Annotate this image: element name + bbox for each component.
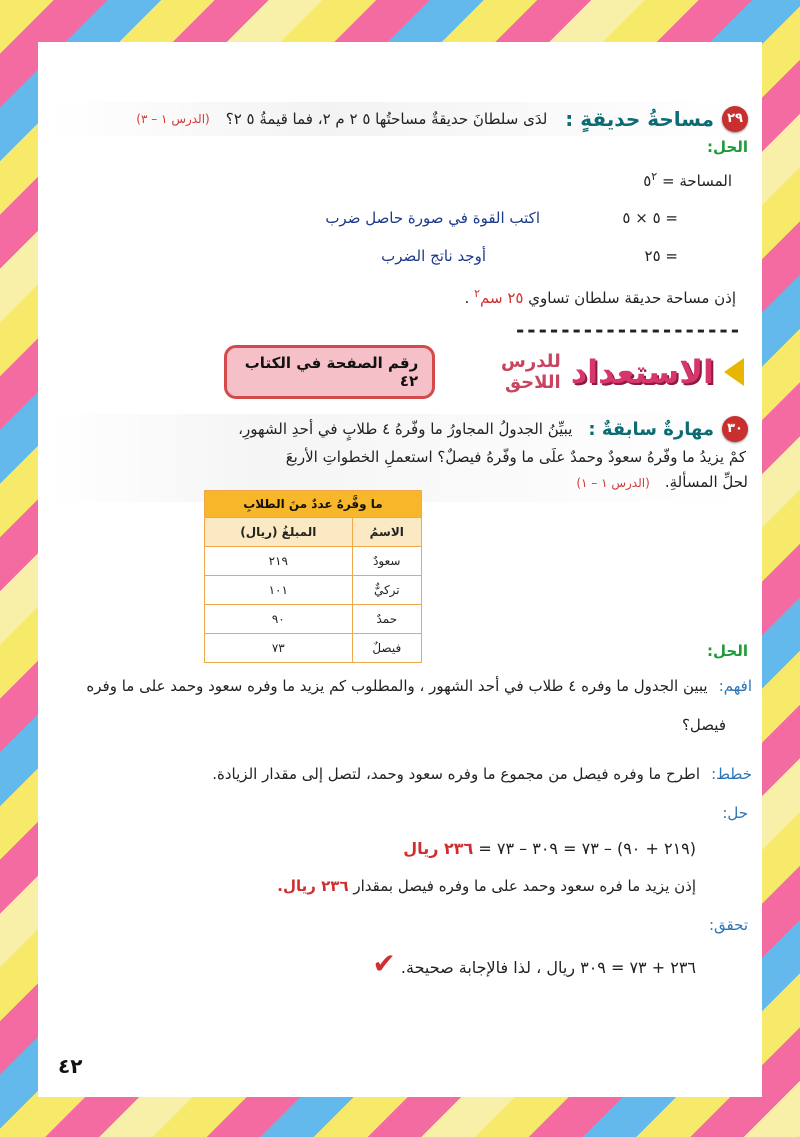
prep-subtitle: للدرس اللاحق (501, 351, 561, 393)
check-label: تحقق: (708, 916, 748, 934)
plan-label: خطط: (711, 765, 752, 783)
understand-step (52, 676, 752, 695)
check-text: ٢٣٦ + ٧٣ = ٣٠٩ ريال ، لذا فالإجابة صحيحة. (400, 958, 696, 977)
table-cell-amount: ١٠١ (205, 576, 353, 605)
q29-conclusion-exponent: ٢ (474, 287, 481, 300)
q30-block (48, 414, 748, 502)
table-row (205, 547, 422, 576)
q30-text-line1: يبيِّنُ الجدولُ المجاورُ ما وفّرهُ ٤ طلابٍ في أحدِ الشهورِ، (238, 420, 573, 438)
solve-conclusion-value: ٢٣٦ ريال. (277, 877, 349, 895)
q30-line3 (48, 472, 748, 491)
q29-step2-expr: = ٢٥ (644, 247, 678, 265)
table-cell-amount: ٧٣ (205, 634, 353, 663)
table-row (205, 605, 422, 634)
table-header-name: الاسمُ (352, 518, 421, 547)
solve-conclusion (277, 877, 696, 895)
q29-area-line (643, 170, 732, 190)
prep-banner (224, 348, 744, 396)
table-row (205, 634, 422, 663)
prep-title: الاستعداد (570, 353, 714, 391)
q29-conclusion-value: ٢٥ سم (480, 289, 524, 307)
q30-title: مهارةٌ سابقةٌ : (588, 418, 714, 440)
understand-label: افهم: (718, 677, 752, 695)
q29-step1-expr: = ٥ × ٥ (622, 209, 678, 227)
q30-text-line3: لحلِّ المسألةِ. (664, 473, 748, 491)
q29-title: مساحةُ حديقةٍ : (565, 107, 714, 131)
table-cell-name: تركيٌّ (352, 576, 421, 605)
separator-dashes: -------------------- (515, 318, 742, 342)
table-cell-name: حمدٌ (352, 605, 421, 634)
worksheet-page (38, 42, 762, 1097)
solve-expression (403, 839, 696, 858)
plan-step (52, 764, 752, 783)
page-reference-badge: رقم الصفحة في الكتاب ٤٢ (224, 345, 435, 399)
q29-solution-label: الحل: (707, 138, 748, 156)
solve-conclusion-text: إذن يزيد ما فره سعود وحمد على ما وفره فيصل بمقدار (353, 877, 696, 895)
table-cell-name: فيصلٌ (352, 634, 421, 663)
understand-text-continued: فيصل؟ (681, 716, 726, 734)
q29-header (48, 102, 748, 136)
solve-result: ٢٣٦ ريال (403, 839, 474, 858)
q29-area-text: المساحة = ٥ (643, 172, 732, 190)
q29-area-exponent: ٢ (651, 170, 658, 183)
table-row (205, 576, 422, 605)
solve-expr: (٢١٩ + ٩٠) – ٧٣ = ٣٠٩ – ٧٣ = (478, 839, 696, 858)
q29-number-badge: ٢٩ (722, 106, 748, 132)
q29-lesson-ref: (الدرس ١ – ٣) (136, 112, 210, 126)
savings-table (204, 490, 422, 663)
q29-step2-note: أوجد ناتج الضرب (381, 247, 486, 265)
plan-text: اطرح ما وفره فيصل من مجموع ما وفره سعود وحمد، لتصل إلى مقدار الزيادة. (212, 765, 701, 783)
q30-line1 (48, 414, 748, 444)
q30-lesson-ref: (الدرس ١ – ١) (576, 476, 650, 490)
table-cell-amount: ٩٠ (205, 605, 353, 634)
q29-conclusion-end: . (464, 289, 470, 307)
table-cell-name: سعودٌ (352, 547, 421, 576)
solve-label: حل: (722, 804, 748, 822)
q30-text-line2: كمْ يزيدُ ما وفّرهُ سعودٌ وحمدٌ علَى ما وفّرهُ فيصلٌ؟ استعملِ الخطواتِ الأربعَ (285, 448, 746, 466)
table-header-amount: المبلغُ (ريال) (205, 518, 353, 547)
q30-number-badge: ٣٠ (722, 416, 748, 442)
q29-conclusion-text: إذن مساحة حديقة سلطان تساوي (528, 289, 736, 307)
q29-step1-note: اكتب القوة في صورة حاصل ضرب (325, 209, 540, 227)
q29-conclusion (465, 287, 736, 307)
q30-solution-label: الحل: (707, 642, 748, 660)
prep-arrow-icon (724, 358, 744, 386)
q29-question-text: لدَى سلطانَ حديقةٌ مساحتُها ٥ ٢ م ٢، فما قيمةُ ٥ ٢؟ (225, 110, 548, 128)
checkmark-icon: ✔ (372, 947, 396, 980)
table-cell-amount: ٢١٩ (205, 547, 353, 576)
understand-text: يبين الجدول ما وفره ٤ طلاب في أحد الشهور ، والمطلوب كم يزيد ما وفره سعود وحمد على ما وفره (86, 677, 708, 695)
table-caption: ما وفَّرهُ عددٌ منَ الطلابِ (205, 491, 422, 518)
check-step (372, 947, 696, 980)
page-number: ٤٢ (58, 1054, 83, 1078)
